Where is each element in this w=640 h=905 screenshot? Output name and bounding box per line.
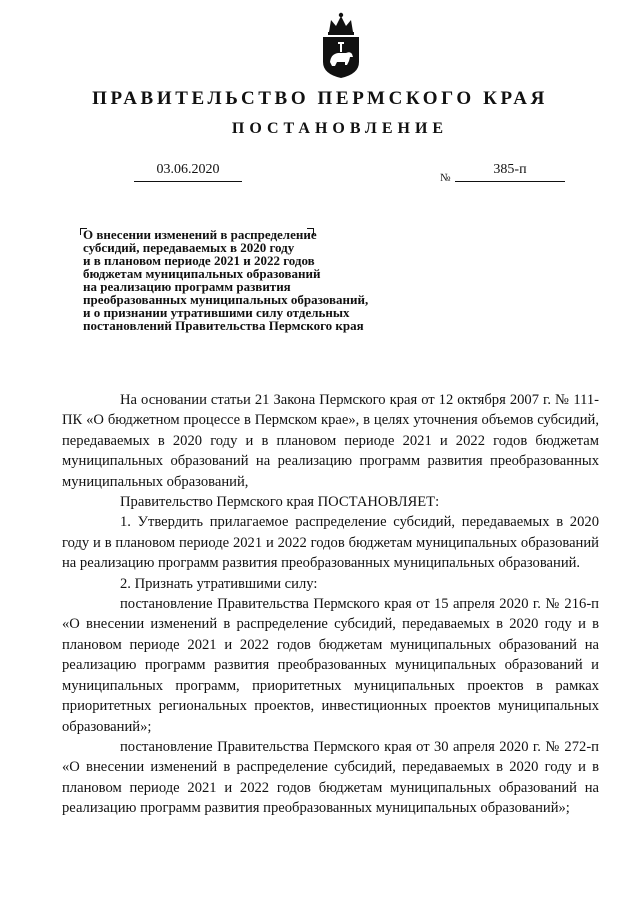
paragraph-repealed-272: постановление Правительства Пермского края от 30 апреля 2020 г. № 272-п «О внесении изменений в распределение субсидий, передаваемых в 2020 году и в плановом периоде 2021 и 2022 годов бюджетам муниципальных образований на реализацию программ развития преобразованных муниципальных образований»; [62,738,599,817]
document-number: 385-п [455,162,565,182]
title-line: и о признании утратившими силу отдельных [83,305,350,320]
title-line: и в плановом периоде 2021 и 2022 годов [83,253,315,268]
document-body [62,390,599,819]
paragraph-resolves: Правительство Пермского края ПОСТАНОВЛЯЕТ: [120,494,440,511]
title-line: бюджетам муниципальных образований [83,266,321,281]
paragraph-repealed-216: постановление Правительства Пермского края от 15 апреля 2020 г. № 216-п «О внесении изменений в распределение субсидий, передаваемых в 2020 году и в плановом периоде 2021 и 2022 годов бюджетам муниципальных образований на реализацию программ развития преобразованных муниципальных образований и муниципальных программ, приоритетных муниципальных проектов в рамках приоритетных региональных проектов, инвестиционных проектов муниципальных образований»; [62,596,599,735]
organization-title: ПРАВИТЕЛЬСТВО ПЕРМСКОГО КРАЯ [92,88,548,109]
paragraph-item-1: 1. Утвердить прилагаемое распределение субсидий, передаваемых в 2020 году и в плановом периоде 2021 и 2022 годов бюджетам муниципальных образований на реализацию программ развития преобразованных муниципальных образований. [62,514,599,572]
document-date: 03.06.2020 [134,162,242,182]
title-line: на реализацию программ развития [83,279,291,294]
title-line: О внесении изменений в распределение [83,227,317,242]
title-line: постановлений Правительства Пермского края [83,318,364,333]
number-sign: № [440,172,451,184]
title-line: преобразованных муниципальных образований, [83,292,369,307]
paragraph-item-2: 2. Признать утратившими силу: [120,575,318,592]
document-title [83,228,443,332]
title-line: субсидий, передаваемых в 2020 году [83,240,295,255]
perm-krai-coat-of-arms-icon [319,10,363,80]
document-type: ПОСТАНОВЛЕНИЕ [231,120,449,137]
paragraph-preamble: На основании статьи 21 Закона Пермского края от 12 октября 2007 г. № 111-ПК «О бюджетном процессе в Пермском крае», в целях уточнения объемов субсидий, передаваемых в 2020 году и в плановом периоде 2021 и 2022 годов бюджетам муниципальных образований на реализацию программ развития преобразованных муниципальных образований, [62,392,599,490]
